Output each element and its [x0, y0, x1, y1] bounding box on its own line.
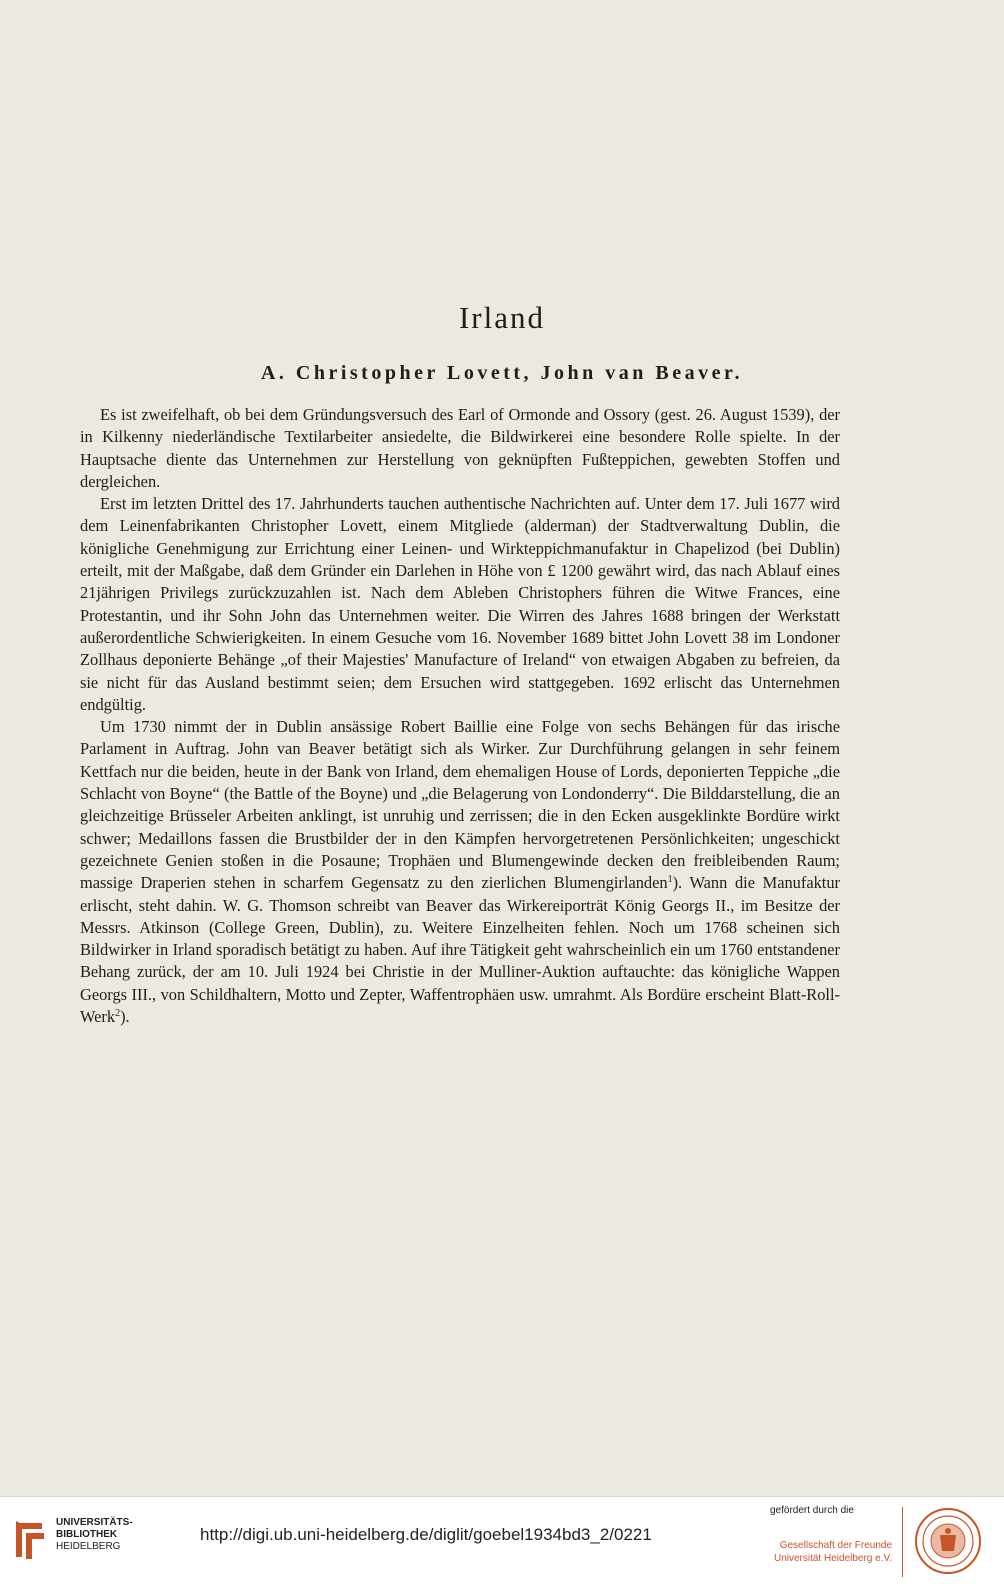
library-name: UNIVERSITÄTS- BIBLIOTHEK HEIDELBERG	[56, 1517, 133, 1552]
university-seal-icon	[914, 1507, 982, 1575]
paragraph-2: Erst im letzten Drittel des 17. Jahrhunderts tauchen authentische Nachrichten auf. Unter dem 17. Juli 1677 wird dem Leinenfabrikanten Christopher Lovett, einem Mitgliede (alderman) der Stadtverwaltung Dublin, die königliche Genehmigung zur Errichtung einer Leinen- und Wirkteppichmanufaktur in Chapelizod (bei Dublin) erteilt, mit der Maßgabe, daß dem Gründer ein Darlehen in Höhe von £ 1200 gewährt wird, das nach Ablauf eines 21jährigen Privilegs zurückzuzahlen ist. Nach dem Ableben Christophers führen die Witwe Frances, eine Protestantin, und ihr Sohn John das Unternehmen weiter. Die Wirren des Jahres 1688 bringen der Werkstatt außerordentliche Schwierigkeiten. In einem Gesuche vom 16. November 1689 bittet John Lovett 38 im Londoner Zollhaus deponierte Behänge „of their Majesties' Manufacture of Ireland“ von etwaigen Abgaben zu befreien, da sie nicht für das Ausland bestimmt seien; dem Ersuchen wird stattgegeben. 1692 erlischt das Unternehmen endgültig.	[80, 494, 840, 714]
body-text	[80, 404, 840, 1028]
paragraph-3-part-1: Um 1730 nimmt der in Dublin ansässige Robert Baillie eine Folge von sechs Behängen für das irische Parlament in Auftrag. John van Beaver betätigt sich als Wirker. Zur Durchführung gelangen in sehr feinem Kettfach nur die beiden, heute in der Bank von Irland, dem ehemaligen House of Lords, deponierten Teppiche „die Schlacht von Boyne“ (the Battle of the Boyne) und „die Belagerung von Londonderry“. Die Bilddarstellung, die an gleichzeitige Brüsseler Arbeiten anklingt, ist unruhig und zerrissen; die in den Ecken ausgeklinkte Bordüre wirkt schwer; Medaillons fassen die Brustbilder der in den Kämpfen hervorgetretenen Persönlichkeiten; ungeschickt gezeichnete Genien stoßen in die Posaune; Trophäen und Blumengewinde decken den freibleibenden Raum; massige Draperien stehen in scharfem Gegensatz zu den zierlichen Blumengirlanden	[80, 717, 840, 893]
footnote-ref-2[interactable]: 2	[115, 1008, 121, 1020]
sponsor-label: gefördert durch die	[770, 1505, 854, 1516]
paragraph-1: Es ist zweifelhaft, ob bei dem Gründungsversuch des Earl of Ormonde and Ossory (gest. 26. August 1539), der in Kilkenny niederländische Textilarbeiter ansiedelte, die Bildwirkerei eine besondere Rolle spielte. In der Hauptsache diente das Unternehmen zur Herstellung von geknüpften Fußteppichen, gewebten Stoffen und dergleichen.	[80, 405, 840, 491]
footer-divider	[902, 1507, 903, 1577]
permalink-url[interactable]: http://digi.ub.uni-heidelberg.de/diglit/goebel1934bd3_2/0221	[200, 1525, 652, 1544]
paragraph-3-part-3: ).	[120, 1007, 130, 1027]
paragraph-3	[80, 716, 840, 1028]
section-subtitle: A. Christopher Lovett, John van Beaver.	[260, 362, 744, 384]
society-name: Gesellschaft der Freunde Universität Heidelberg e.V.	[773, 1540, 892, 1564]
digitization-footer	[0, 1496, 1004, 1584]
paragraph-3-part-2: ). Wann die Manufaktur erlischt, steht dahin. W. G. Thomson schreibt van Beaver das Wirkereiporträt König Georgs II., im Besitze der Messrs. Atkinson (College Green, Dublin), zu. Weitere Einzelheiten fehlen. Noch um 1768 scheinen sich Bildwirker in Irland sporadisch betätigt zu haben. Auf ihre Tätigkeit geht wahrscheinlich ein um 1760 entstandener Behang zurück, der am 10. Juli 1924 bei Christie in der Mulliner-Auktion auftauchte: das königliche Wappen Georgs III., von Schildhaltern, Motto und Zepter, Waffentrophäen usw. umrahmt. Als Bordüre erscheint Blatt-Roll-Werk	[80, 873, 840, 1027]
ub-logo-icon	[12, 1519, 48, 1561]
footnote-ref-1[interactable]: 1	[667, 874, 673, 886]
page-title: Irland	[458, 300, 546, 335]
